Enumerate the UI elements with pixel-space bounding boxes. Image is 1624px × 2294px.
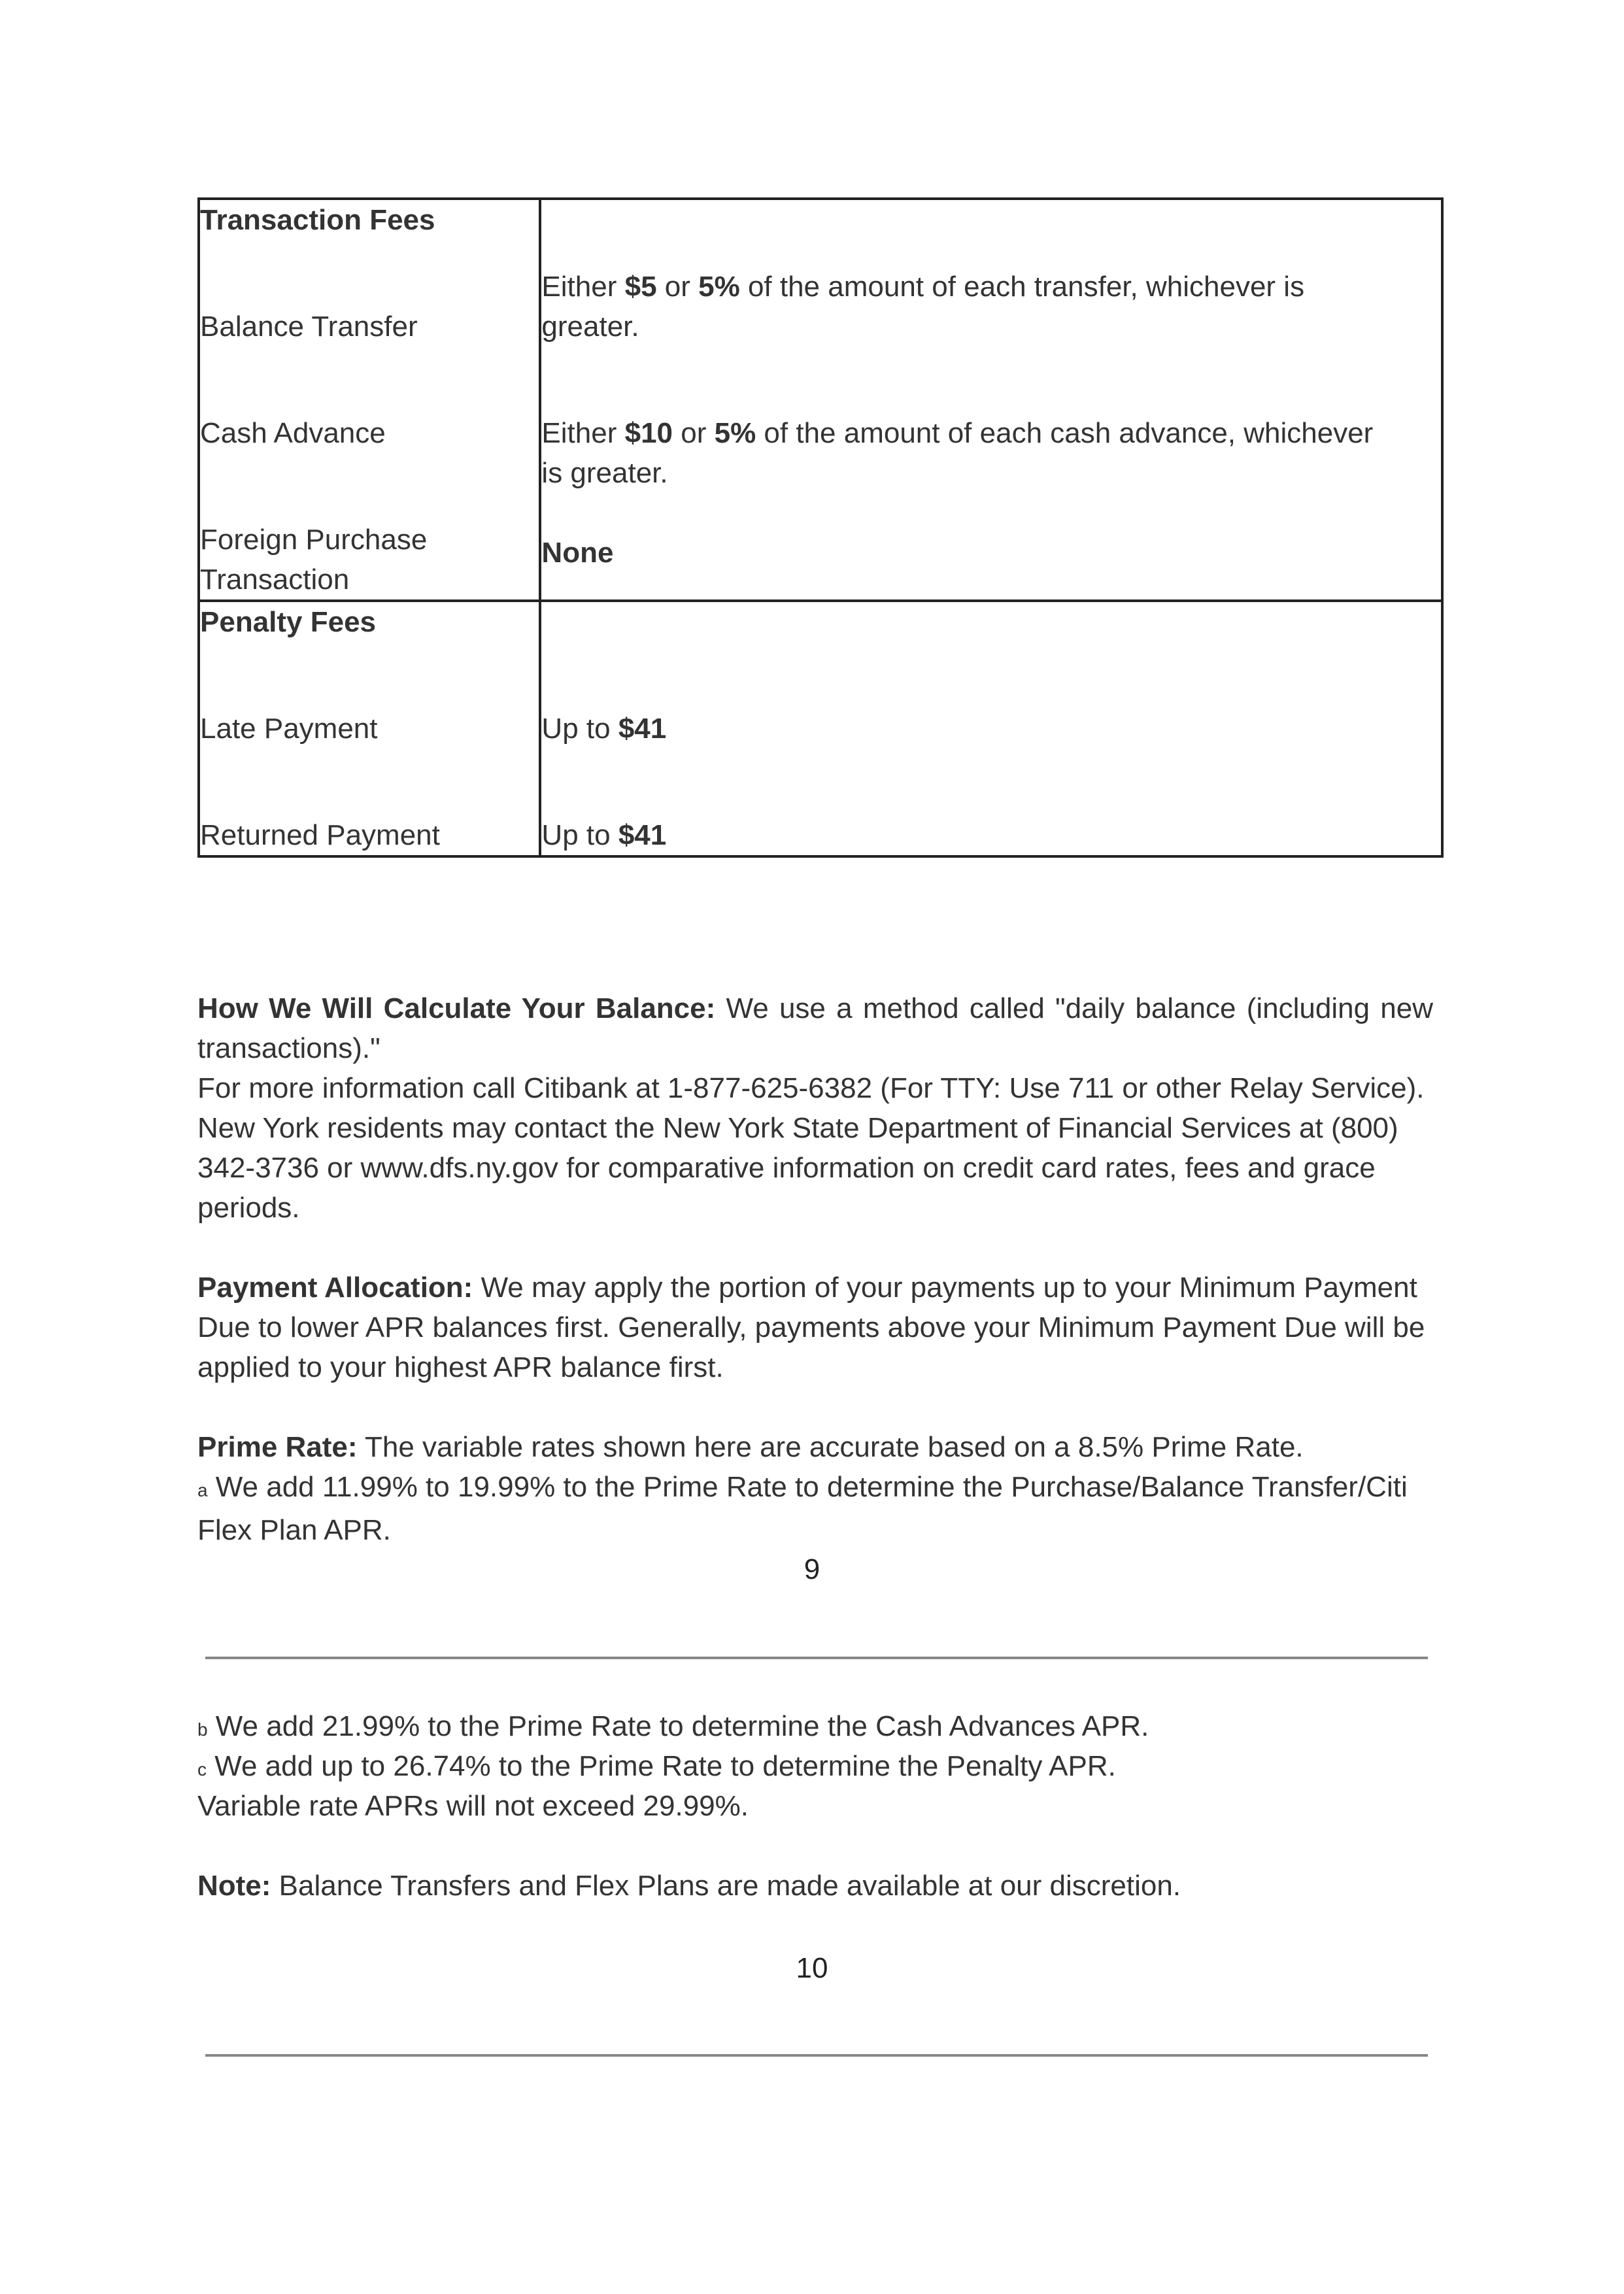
penalty-fees-section bbox=[199, 601, 1442, 856]
transaction-fees-labels bbox=[199, 199, 540, 601]
footnote-b: b We add 21.99% to the Prime Rate to determine the Cash Advances APR. bbox=[197, 1710, 1149, 1742]
balance-calculation-paragraph: How We Will Calculate Your Balance: We use a method called "daily balance (including new transactions)." bbox=[197, 992, 1434, 1064]
penalty-fees-values bbox=[540, 601, 1442, 856]
balance-transfer-label: Balance Transfer bbox=[200, 311, 418, 343]
late-payment-value: Up to $41 bbox=[541, 713, 667, 745]
cash-advance-value-line1: Either $10 or 5% of the amount of each cash advance, whichever bbox=[541, 417, 1374, 449]
footnote-a: a We add 11.99% to 19.99% to the Prime Rate to determine the Purchase/Balance Transfer/Citi Flex Plan APR. bbox=[197, 1471, 1408, 1546]
payment-allocation-paragraph: Payment Allocation: We may apply the portion of your payments up to your Minimum Payment Due to lower APR balances first. Generally, payments above your Minimum Payment Due will be applied to your highest APR balance first. bbox=[197, 1272, 1425, 1383]
returned-payment-value: Up to $41 bbox=[541, 819, 667, 851]
transaction-fees-values bbox=[540, 199, 1442, 601]
note-paragraph: Note: Balance Transfers and Flex Plans are made available at our discretion. bbox=[197, 1870, 1181, 1902]
fees-table bbox=[197, 197, 1444, 858]
page-divider-bottom bbox=[205, 2054, 1428, 2057]
footnote-c: c We add up to 26.74% to the Prime Rate to determine the Penalty APR. bbox=[197, 1750, 1116, 1782]
returned-payment-label: Returned Payment bbox=[200, 819, 440, 851]
penalty-fees-labels bbox=[199, 601, 540, 856]
foreign-purchase-value: None bbox=[541, 537, 614, 569]
cash-advance-label: Cash Advance bbox=[200, 417, 386, 449]
apr-cap-text: Variable rate APRs will not exceed 29.99%. bbox=[197, 1790, 749, 1822]
balance-transfer-value-line2: greater. bbox=[541, 311, 639, 343]
foreign-purchase-label-1: Foreign Purchase bbox=[200, 524, 428, 556]
foreign-purchase-label-2: Transaction bbox=[200, 564, 350, 596]
transaction-fees-heading: Transaction Fees bbox=[200, 204, 435, 236]
late-payment-label: Late Payment bbox=[200, 713, 378, 745]
page-divider bbox=[205, 1657, 1428, 1659]
prime-rate-paragraph: Prime Rate: The variable rates shown here are accurate based on a 8.5% Prime Rate. bbox=[197, 1431, 1304, 1463]
penalty-fees-heading: Penalty Fees bbox=[200, 606, 377, 638]
cash-advance-value-line2: is greater. bbox=[541, 457, 668, 489]
transaction-fees-section bbox=[199, 199, 1442, 601]
balance-transfer-value-line1: Either $5 or 5% of the amount of each transfer, whichever is bbox=[541, 271, 1305, 303]
page-number-10: 10 bbox=[796, 1952, 828, 1984]
page-number-9: 9 bbox=[804, 1553, 820, 1585]
contact-info-paragraph: For more information call Citibank at 1-877-625-6382 (For TTY: Use 711 or other Relay Service). New York residents may contact the New York State Department of Financial Services at (800) 342-3736 or www.dfs.ny.gov for comparative information on credit card rates, fees and grace periods. bbox=[197, 1072, 1425, 1224]
